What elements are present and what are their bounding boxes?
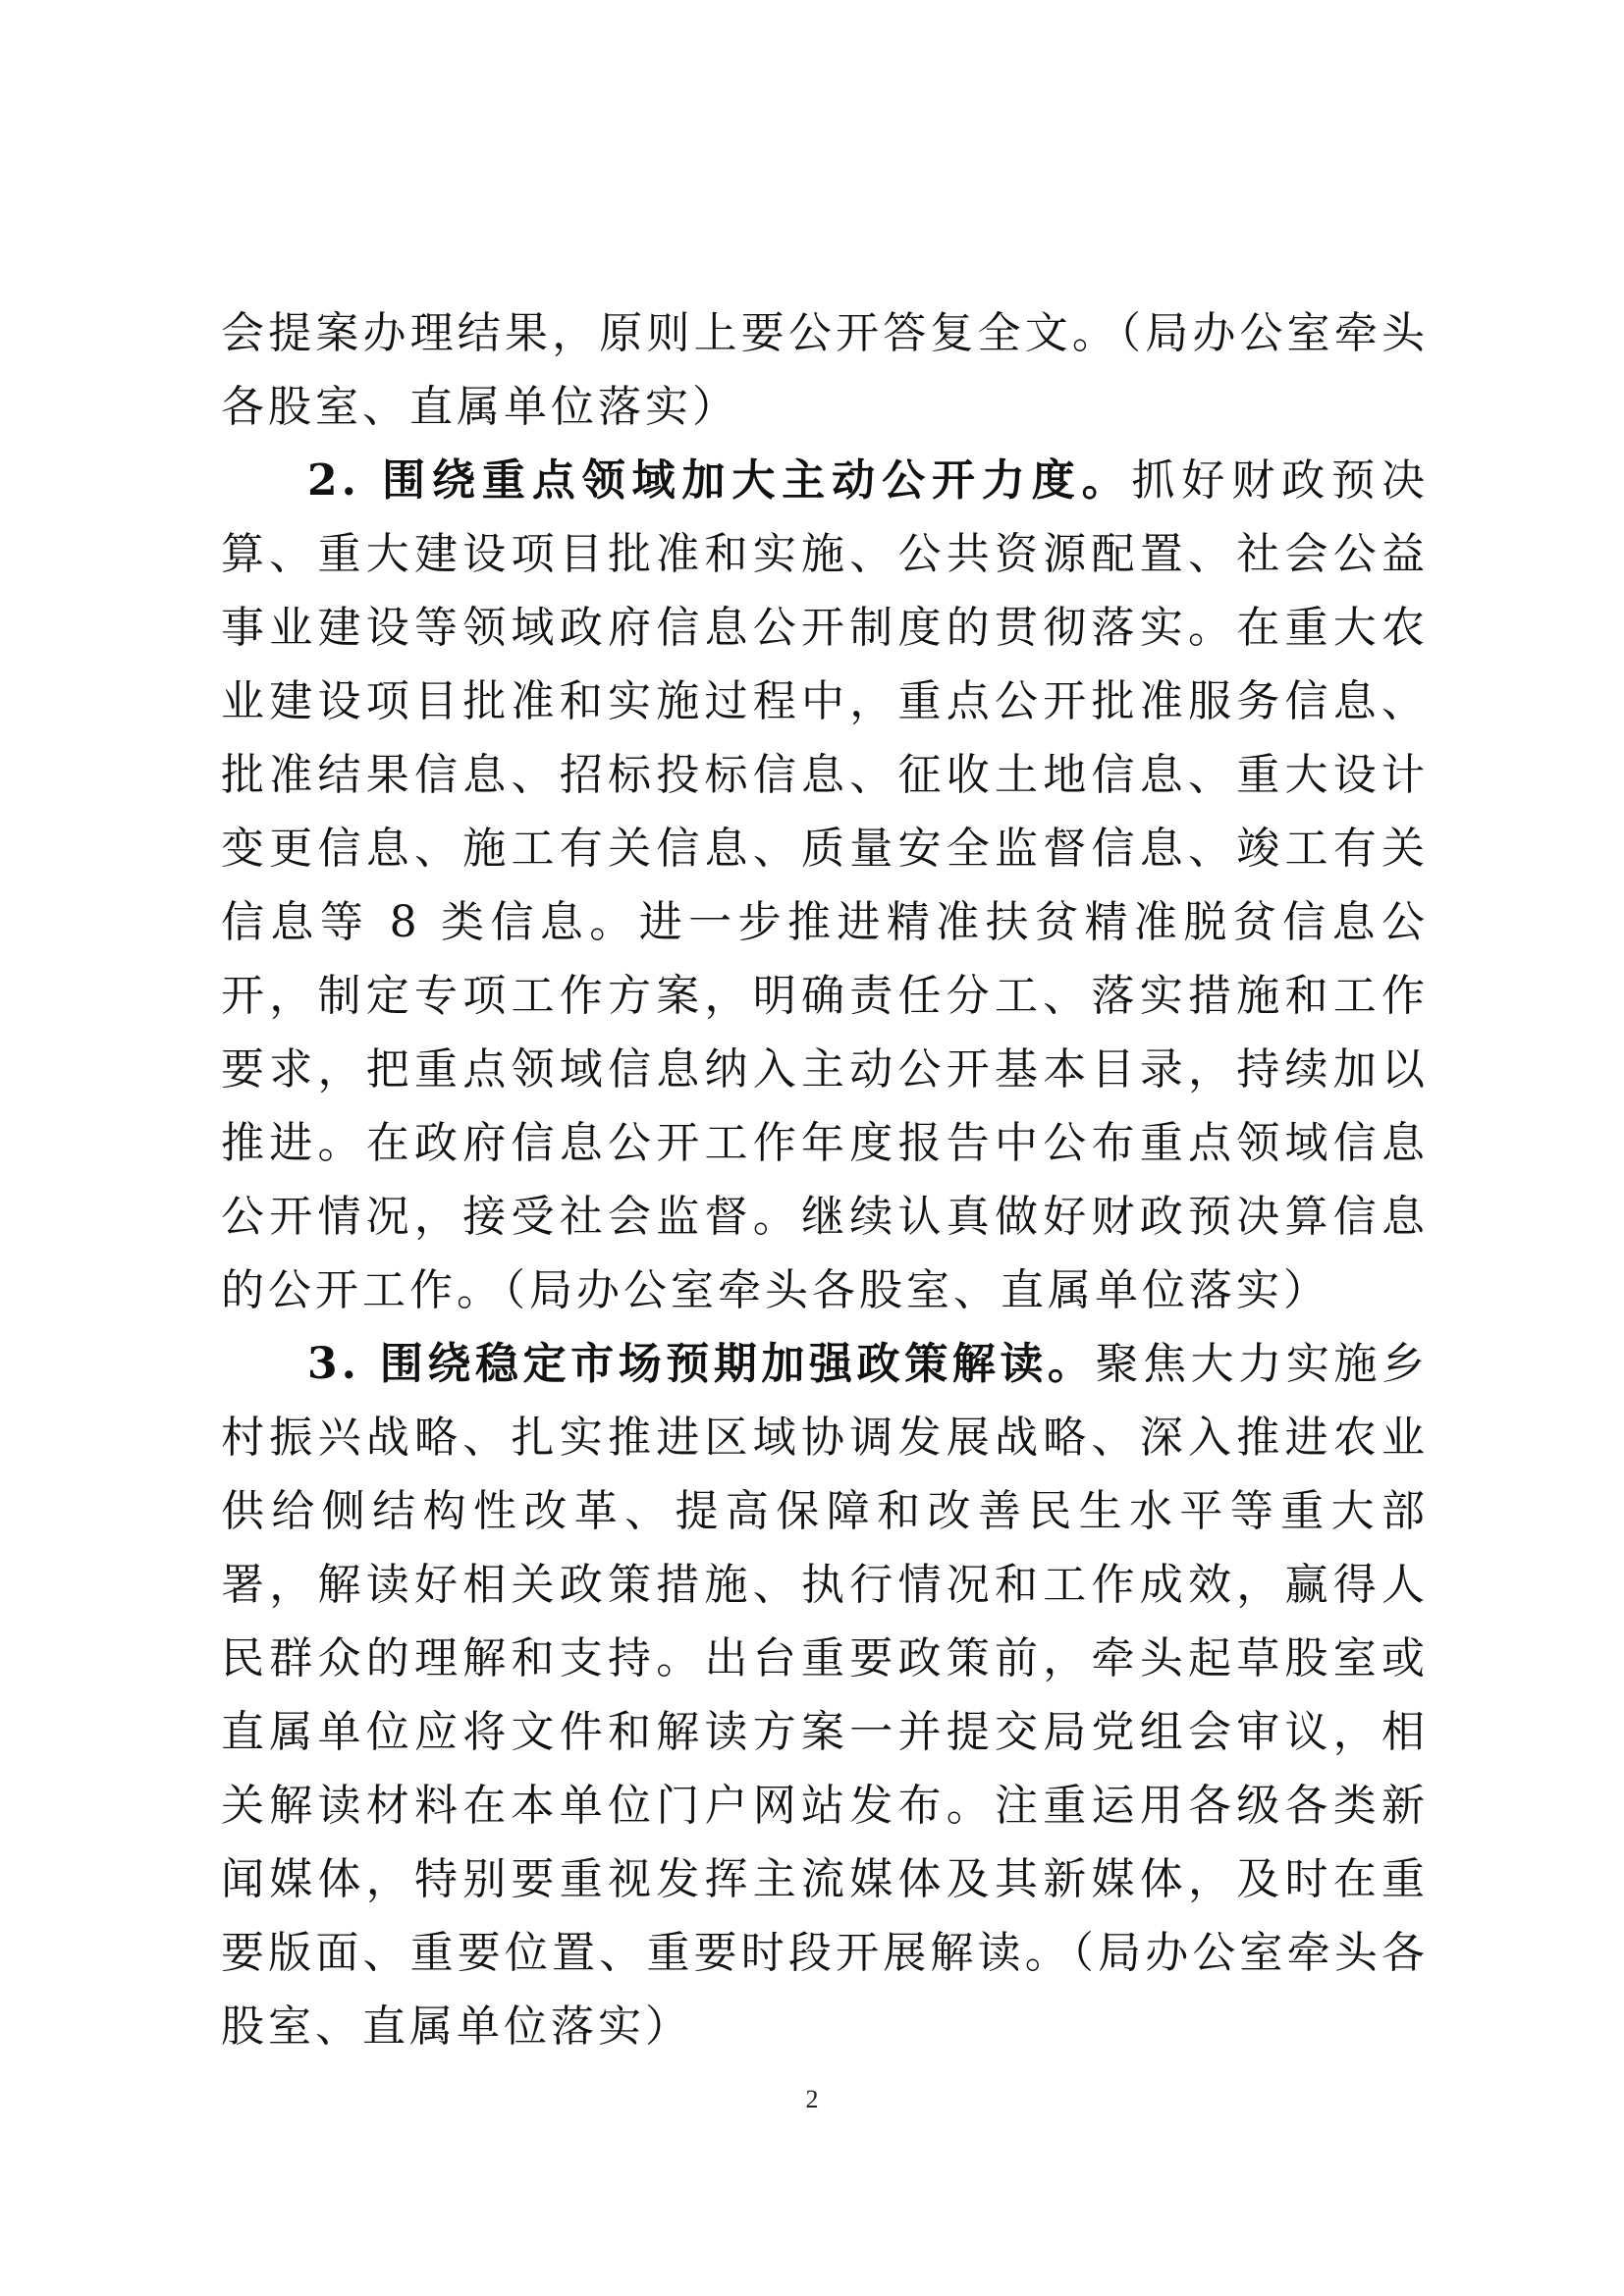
document-body [221,296,1429,2063]
page-number: 2 [805,2085,819,2113]
paragraph-2 [221,444,1429,1327]
paragraph-3 [221,1327,1429,2063]
paragraph-1-text: 会提案办理结果，原则上要公开答复全文。（局办公室牵头各股室、直属单位落实） [221,308,1429,432]
paragraph-3-text: 聚焦大力实施乡村振兴战略、扎实推进区域协调发展战略、深入推进农业供给侧结构性改革、提高保障和改善民生水平等重大部署，解读好相关政策措施、执行情况和工作成效，赢得人民群众的理解和支持。出台重要政策前，牵头起草股室或直属单位应将文件和解读方案一并提交局党组会审议，相关解读材料在本单位门户网站发布。注重运用各级各类新闻媒体，特别要重视发挥主流媒体及其新媒体，及时在重要版面、重要位置、重要时段开展解读。（局办公室牵头各股室、直属单位落实） [221,1339,1429,2052]
paragraph-1 [221,296,1429,444]
paragraph-2-text: 抓好财政预决算、重大建设项目批准和实施、公共资源配置、社会公益事业建设等领域政府信息公开制度的贯彻落实。在重大农业建设项目批准和实施过程中，重点公开批准服务信息、批准结果信息、招标投标信息、征收土地信息、重大设计变更信息、施工有关信息、质量安全监督信息、竣工有关信息等 8 类信息。进一步推进精准扶贫精准脱贫信息公开，制定专项工作方案，明确责任分工、落实措施和工作要求，把重点领域信息纳入主动公开基本目录，持续加以推进。在政府信息公开工作年度报告中公布重点领域信息公开情况，接受社会监督。继续认真做好财政预决算信息的公开工作。（局办公室牵头各股室、直属单位落实） [221,455,1429,1315]
paragraph-2-heading: 2. 围绕重点领域加大主动公开力度。 [307,455,1132,506]
paragraph-3-heading: 3. 围绕稳定市场预期加强政策解读。 [307,1339,1096,1389]
